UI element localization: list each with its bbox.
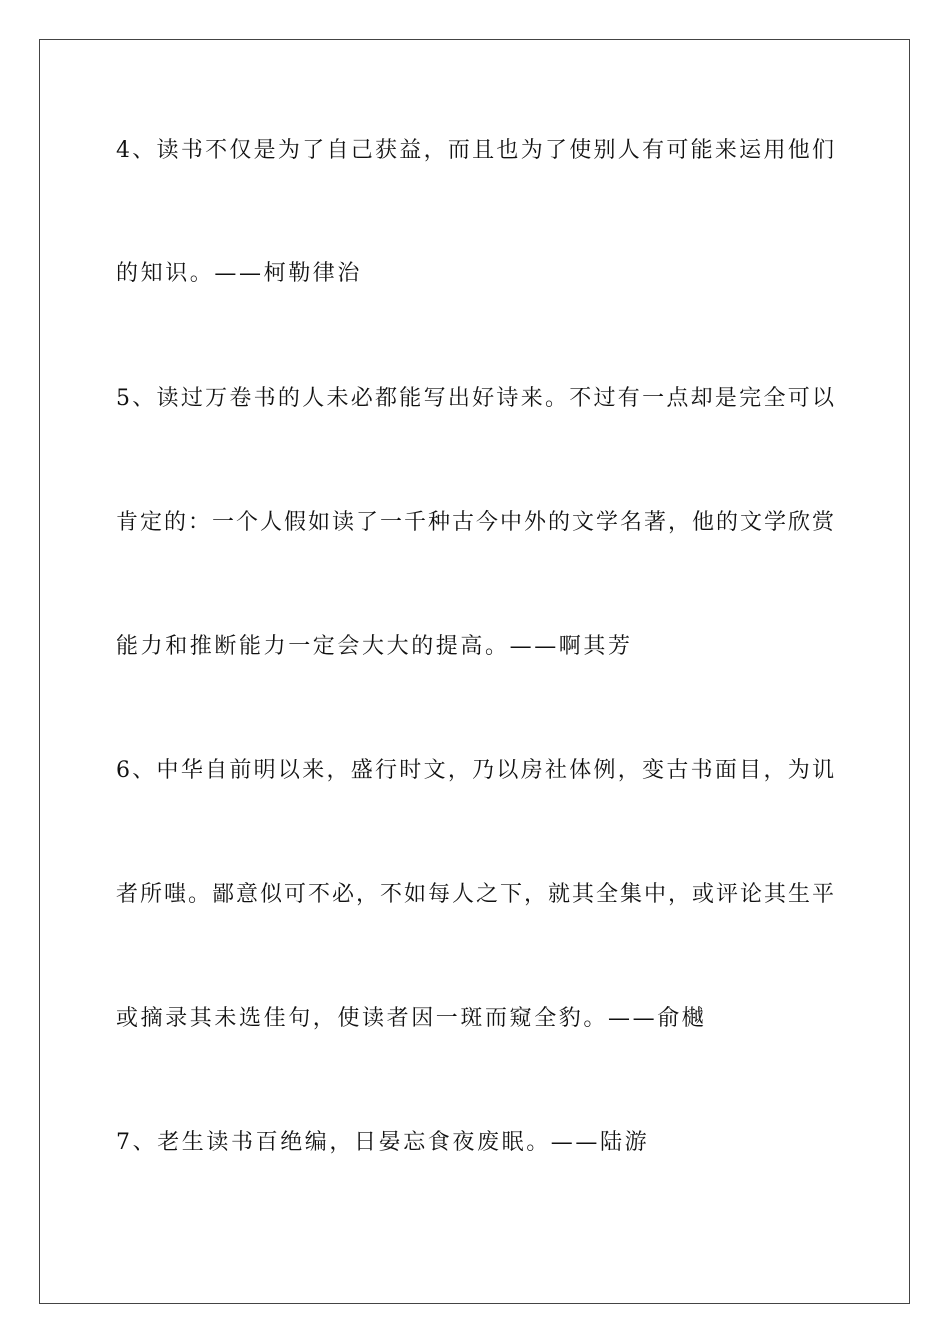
quote-4-line-2: 的知识。——柯勒律治 bbox=[116, 261, 363, 286]
quote-4-line-1: 4、读书不仅是为了自己获益，而且也为了使别人有可能来运用他们 bbox=[116, 138, 834, 163]
quote-6-line-2: 者所嗤。鄙意似可不必，不如每人之下，就其全集中，或评论其生平 bbox=[116, 882, 834, 907]
quote-5-line-3: 能力和推断能力一定会大大的提高。——啊其芳 bbox=[116, 634, 633, 659]
quote-5-line-2: 肯定的：一个人假如读了一千种古今中外的文学名著，他的文学欣赏 bbox=[116, 510, 834, 535]
quote-5-line-1: 5、读过万卷书的人未必都能写出好诗来。不过有一点却是完全可以 bbox=[116, 386, 834, 411]
quote-7-line-1: 7、老生读书百绝编，日晏忘食夜废眠。——陆游 bbox=[116, 1130, 650, 1155]
page-border bbox=[39, 39, 910, 1304]
quote-6-line-1: 6、中华自前明以来，盛行时文，乃以房社体例，变古书面目，为讥 bbox=[116, 758, 834, 783]
quote-6-line-3: 或摘录其未选佳句，使读者因一斑而窥全豹。——俞樾 bbox=[116, 1006, 707, 1031]
